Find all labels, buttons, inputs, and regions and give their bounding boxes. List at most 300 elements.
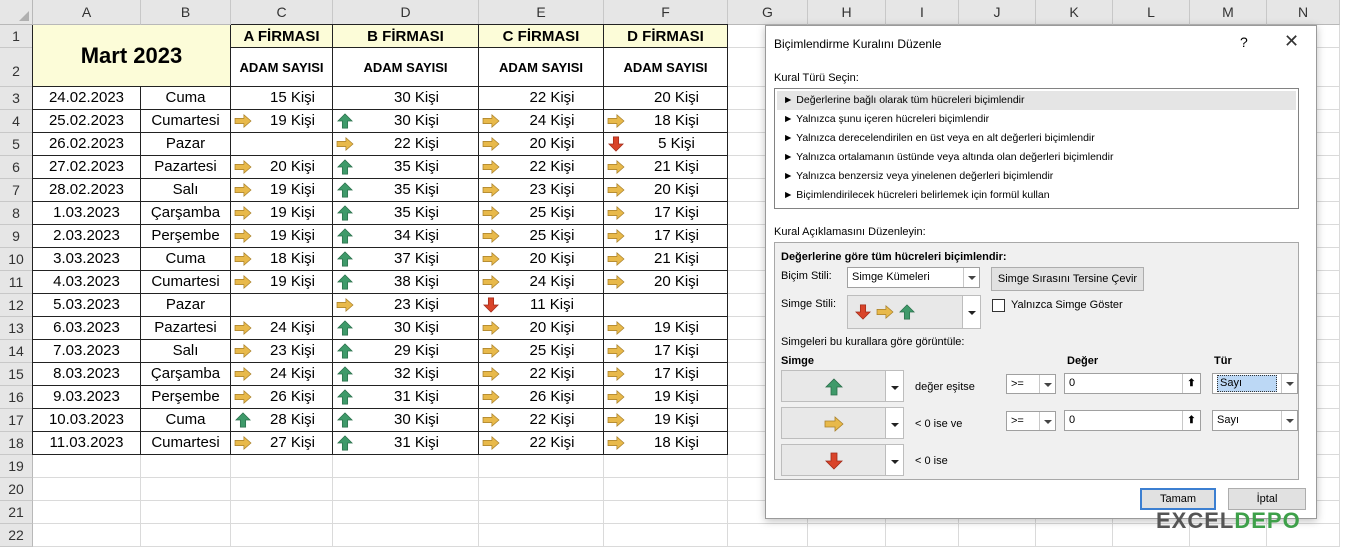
rule-type-item[interactable]: ► Yalnızca şunu içeren hücreleri biçimlendir bbox=[783, 113, 990, 125]
row-header-3[interactable]: 3 bbox=[0, 87, 33, 110]
count-cell[interactable] bbox=[231, 409, 333, 432]
grid-cell[interactable] bbox=[959, 524, 1036, 547]
count-cell[interactable] bbox=[479, 156, 604, 179]
watermark-logo bbox=[1156, 508, 1301, 534]
count-cell[interactable] bbox=[333, 179, 479, 202]
show-icon-only-label: Yalnızca Simge Göster bbox=[1011, 299, 1123, 311]
count-cell[interactable] bbox=[231, 363, 333, 386]
count-cell[interactable] bbox=[333, 294, 479, 317]
chevron-down-icon bbox=[1039, 375, 1055, 393]
chevron-down-icon bbox=[962, 296, 980, 328]
rule-type-item[interactable]: ► Değerlerine bağlı olarak tüm hücreleri biçimlendir bbox=[777, 91, 1296, 110]
count-cell[interactable] bbox=[479, 386, 604, 409]
row-header-11[interactable]: 11 bbox=[0, 271, 33, 294]
count-value: 11 Kişi bbox=[530, 296, 574, 313]
count-cell[interactable] bbox=[333, 340, 479, 363]
count-value: 32 Kişi bbox=[393, 365, 440, 382]
count-cell[interactable] bbox=[604, 225, 728, 248]
row-header-7[interactable]: 7 bbox=[0, 179, 33, 202]
row-header-13[interactable]: 13 bbox=[0, 317, 33, 340]
count-cell[interactable] bbox=[333, 409, 479, 432]
count-value: 24 Kişi bbox=[529, 112, 575, 129]
rule-condition-label: değer eşitse bbox=[915, 381, 975, 393]
arrow-right-icon bbox=[607, 113, 625, 129]
count-value: 24 Kişi bbox=[529, 273, 575, 290]
date-cell[interactable]: 10.03.2023 bbox=[33, 409, 141, 432]
column-header-h[interactable]: H bbox=[808, 0, 886, 25]
arrow-up-icon bbox=[336, 251, 354, 267]
arrow-down-icon bbox=[482, 297, 500, 313]
arrow-right-icon bbox=[234, 366, 252, 382]
count-cell[interactable] bbox=[479, 133, 604, 156]
grid-cell[interactable] bbox=[33, 501, 141, 524]
arrow-right-icon bbox=[607, 205, 625, 221]
value-input[interactable] bbox=[1064, 410, 1201, 431]
count-value: 17 Kişi bbox=[653, 365, 700, 382]
arrow-up-icon bbox=[336, 274, 354, 290]
count-cell[interactable] bbox=[333, 225, 479, 248]
rule-icon-select[interactable] bbox=[781, 370, 904, 402]
arrow-up-icon bbox=[336, 366, 354, 382]
column-header-e[interactable]: E bbox=[479, 0, 604, 25]
adam-sayisi-header[interactable]: ADAM SAYISI bbox=[333, 48, 479, 87]
grid-cell[interactable] bbox=[604, 524, 728, 547]
grid-cell[interactable] bbox=[604, 501, 728, 524]
arrow-right-icon bbox=[234, 159, 252, 175]
arrow-right-icon bbox=[482, 159, 500, 175]
row-header-21[interactable]: 21 bbox=[0, 501, 33, 524]
date-cell[interactable]: 5.03.2023 bbox=[33, 294, 141, 317]
watermark-excel: EXCEL bbox=[1156, 508, 1235, 533]
column-header-k[interactable]: K bbox=[1036, 0, 1113, 25]
count-value: 31 Kişi bbox=[393, 434, 440, 451]
arrow-right-icon bbox=[234, 389, 252, 405]
arrow-up-icon bbox=[336, 205, 354, 221]
grid-cell[interactable] bbox=[231, 501, 333, 524]
date-cell[interactable]: 8.03.2023 bbox=[33, 363, 141, 386]
count-value: 21 Kişi bbox=[653, 158, 700, 175]
grid-cell[interactable] bbox=[141, 455, 231, 478]
rule-type-item[interactable]: ► Yalnızca ortalamanın üstünde veya altında olan değerleri biçimlendir bbox=[783, 151, 1114, 163]
arrow-right-icon bbox=[482, 412, 500, 428]
count-cell[interactable] bbox=[604, 133, 728, 156]
arrow-down-icon bbox=[856, 305, 870, 319]
help-icon[interactable]: ? bbox=[1240, 34, 1248, 50]
row-header-18[interactable]: 18 bbox=[0, 432, 33, 455]
day-cell[interactable]: Salı bbox=[141, 179, 231, 202]
count-cell[interactable] bbox=[333, 432, 479, 455]
count-cell[interactable] bbox=[604, 156, 728, 179]
count-value: 30 Kişi bbox=[393, 319, 440, 336]
count-value: 23 Kişi bbox=[269, 342, 316, 359]
arrow-right-icon bbox=[482, 435, 500, 451]
day-cell[interactable]: Pazar bbox=[141, 133, 231, 156]
arrow-right-icon bbox=[482, 389, 500, 405]
format-style-label: Biçim Stili: bbox=[781, 270, 832, 282]
grid-cell[interactable] bbox=[231, 478, 333, 501]
type-value: Sayı bbox=[1217, 414, 1240, 426]
arrow-up-icon bbox=[824, 378, 844, 396]
count-cell[interactable] bbox=[604, 87, 728, 110]
grid-cell[interactable] bbox=[141, 478, 231, 501]
arrow-up-icon bbox=[336, 412, 354, 428]
row-header-12[interactable]: 12 bbox=[0, 294, 33, 317]
day-cell[interactable]: Çarşamba bbox=[141, 202, 231, 225]
reverse-icon-order-button[interactable]: Simge Sırasını Tersine Çevir bbox=[991, 267, 1144, 291]
row-header-19[interactable]: 19 bbox=[0, 455, 33, 478]
grid-cell[interactable] bbox=[231, 455, 333, 478]
operator-select[interactable] bbox=[1006, 374, 1056, 394]
adam-sayisi-header[interactable]: ADAM SAYISI bbox=[479, 48, 604, 87]
arrow-up-icon bbox=[336, 389, 354, 405]
arrow-down-icon bbox=[824, 452, 844, 470]
date-cell[interactable]: 25.02.2023 bbox=[33, 110, 141, 133]
count-cell[interactable] bbox=[479, 432, 604, 455]
arrow-right-icon bbox=[336, 136, 354, 152]
type-select[interactable] bbox=[1212, 410, 1298, 431]
grid-cell[interactable] bbox=[1036, 524, 1113, 547]
day-cell[interactable]: Cumartesi bbox=[141, 271, 231, 294]
grid-cell[interactable] bbox=[728, 524, 808, 547]
row-header-14[interactable]: 14 bbox=[0, 340, 33, 363]
row-header-20[interactable]: 20 bbox=[0, 478, 33, 501]
count-value: 17 Kişi bbox=[653, 342, 700, 359]
count-cell[interactable] bbox=[333, 133, 479, 156]
arrow-right-icon bbox=[234, 435, 252, 451]
count-cell[interactable] bbox=[479, 110, 604, 133]
count-value: 18 Kişi bbox=[653, 112, 700, 129]
rule-icon-select[interactable] bbox=[781, 444, 904, 476]
count-cell[interactable] bbox=[479, 248, 604, 271]
chevron-down-icon bbox=[963, 268, 979, 287]
count-value: 19 Kişi bbox=[269, 273, 316, 290]
count-value: 22 Kişi bbox=[393, 135, 440, 152]
arrow-right-icon bbox=[607, 343, 625, 359]
grid-cell[interactable] bbox=[231, 524, 333, 547]
count-value: 21 Kişi bbox=[653, 250, 700, 267]
grid-cell[interactable] bbox=[886, 524, 959, 547]
count-cell[interactable] bbox=[333, 87, 479, 110]
count-cell[interactable] bbox=[231, 87, 333, 110]
operator-value: >= bbox=[1011, 415, 1024, 427]
count-cell[interactable] bbox=[231, 202, 333, 225]
day-cell[interactable]: Perşembe bbox=[141, 225, 231, 248]
date-cell[interactable]: 2.03.2023 bbox=[33, 225, 141, 248]
grid-cell[interactable] bbox=[141, 501, 231, 524]
day-cell[interactable]: Pazartesi bbox=[141, 156, 231, 179]
grid-cell[interactable] bbox=[604, 455, 728, 478]
count-value: 27 Kişi bbox=[269, 434, 316, 451]
count-cell[interactable] bbox=[333, 317, 479, 340]
count-value: 17 Kişi bbox=[653, 227, 700, 244]
count-cell[interactable] bbox=[333, 202, 479, 225]
count-cell[interactable] bbox=[479, 202, 604, 225]
chevron-down-icon bbox=[1039, 412, 1055, 430]
row-header-9[interactable]: 9 bbox=[0, 225, 33, 248]
firm-header[interactable]: B FİRMASI bbox=[333, 25, 479, 48]
icon-style-select[interactable] bbox=[847, 295, 981, 329]
row-header-5[interactable]: 5 bbox=[0, 133, 33, 156]
row-header-22[interactable]: 22 bbox=[0, 524, 33, 547]
date-cell[interactable]: 24.02.2023 bbox=[33, 87, 141, 110]
grid-cell[interactable] bbox=[479, 478, 604, 501]
count-value: 37 Kişi bbox=[393, 250, 440, 267]
row-header-1[interactable]: 1 bbox=[0, 25, 33, 48]
rule-icon-select[interactable] bbox=[781, 407, 904, 439]
count-value: 22 Kişi bbox=[529, 434, 575, 451]
day-cell[interactable]: Cumartesi bbox=[141, 110, 231, 133]
date-cell[interactable]: 11.03.2023 bbox=[33, 432, 141, 455]
arrow-up-icon bbox=[336, 182, 354, 198]
count-value: 35 Kişi bbox=[393, 204, 440, 221]
column-header-l[interactable]: L bbox=[1113, 0, 1190, 25]
count-value: 19 Kişi bbox=[653, 388, 700, 405]
title-cell[interactable]: Mart 2023 bbox=[33, 25, 231, 87]
count-value: 35 Kişi bbox=[393, 181, 440, 198]
count-cell[interactable] bbox=[479, 317, 604, 340]
close-icon[interactable]: ✕ bbox=[1284, 31, 1300, 51]
count-cell[interactable] bbox=[604, 409, 728, 432]
grid-cell[interactable] bbox=[808, 524, 886, 547]
rule-description-panel bbox=[774, 242, 1299, 480]
arrow-up-icon bbox=[336, 113, 354, 129]
date-cell[interactable]: 4.03.2023 bbox=[33, 271, 141, 294]
column-header-a[interactable]: A bbox=[33, 0, 141, 25]
row-header-2[interactable]: 2 bbox=[0, 48, 33, 87]
count-cell[interactable] bbox=[333, 156, 479, 179]
column-header-b[interactable]: B bbox=[141, 0, 231, 25]
adam-sayisi-header[interactable]: ADAM SAYISI bbox=[604, 48, 728, 87]
arrow-right-icon bbox=[607, 159, 625, 175]
arrow-right-icon bbox=[607, 389, 625, 405]
count-value: 20 Kişi bbox=[529, 319, 575, 336]
rule-type-item[interactable]: ► Yalnızca derecelendirilen en üst veya en alt değerleri biçimlendir bbox=[783, 132, 1095, 144]
grid-cell[interactable] bbox=[333, 524, 479, 547]
day-cell[interactable]: Cuma bbox=[141, 87, 231, 110]
grid-cell[interactable] bbox=[33, 455, 141, 478]
arrow-right-icon bbox=[607, 182, 625, 198]
day-cell[interactable]: Perşembe bbox=[141, 386, 231, 409]
grid-cell[interactable] bbox=[333, 501, 479, 524]
day-cell[interactable]: Pazartesi bbox=[141, 317, 231, 340]
count-cell[interactable] bbox=[604, 432, 728, 455]
date-cell[interactable]: 7.03.2023 bbox=[33, 340, 141, 363]
firm-header[interactable]: D FİRMASI bbox=[604, 25, 728, 48]
arrow-up-icon bbox=[900, 305, 914, 319]
rule-type-item[interactable]: ► Yalnızca benzersiz veya yinelenen değerleri biçimlendir bbox=[783, 170, 1054, 182]
count-value: 23 Kişi bbox=[393, 296, 440, 313]
row-header-17[interactable]: 17 bbox=[0, 409, 33, 432]
date-cell[interactable]: 26.02.2023 bbox=[33, 133, 141, 156]
rule-condition-label: < 0 ise ve bbox=[915, 418, 963, 430]
column-header-f[interactable]: F bbox=[604, 0, 728, 25]
day-cell[interactable]: Pazar bbox=[141, 294, 231, 317]
arrow-right-icon bbox=[336, 297, 354, 313]
arrow-right-icon bbox=[482, 136, 500, 152]
grid-cell[interactable] bbox=[479, 501, 604, 524]
select-all-corner[interactable] bbox=[0, 0, 33, 25]
count-cell[interactable] bbox=[479, 87, 604, 110]
firm-header[interactable]: A FİRMASI bbox=[231, 25, 333, 48]
value-text: 0 bbox=[1069, 414, 1076, 426]
count-value: 19 Kişi bbox=[653, 319, 700, 336]
count-cell[interactable] bbox=[479, 271, 604, 294]
day-cell[interactable]: Çarşamba bbox=[141, 363, 231, 386]
row-header-8[interactable]: 8 bbox=[0, 202, 33, 225]
operator-select[interactable] bbox=[1006, 411, 1056, 431]
count-cell[interactable] bbox=[231, 133, 333, 156]
count-value: 22 Kişi bbox=[529, 89, 575, 106]
range-picker-icon[interactable]: ⬆ bbox=[1182, 411, 1200, 430]
row-header-10[interactable]: 10 bbox=[0, 248, 33, 271]
column-header-d[interactable]: D bbox=[333, 0, 479, 25]
row-header-6[interactable]: 6 bbox=[0, 156, 33, 179]
count-value: 25 Kişi bbox=[529, 204, 575, 221]
column-header-j[interactable]: J bbox=[959, 0, 1036, 25]
count-cell[interactable] bbox=[479, 225, 604, 248]
day-cell[interactable]: Salı bbox=[141, 340, 231, 363]
count-value: 24 Kişi bbox=[269, 319, 316, 336]
grid-cell[interactable] bbox=[479, 455, 604, 478]
count-cell[interactable] bbox=[604, 340, 728, 363]
count-value: 28 Kişi bbox=[269, 411, 316, 428]
count-cell[interactable] bbox=[333, 363, 479, 386]
date-cell[interactable]: 3.03.2023 bbox=[33, 248, 141, 271]
type-select[interactable] bbox=[1212, 373, 1298, 394]
count-value: 17 Kişi bbox=[653, 204, 700, 221]
count-value: 20 Kişi bbox=[269, 158, 316, 175]
count-value: 22 Kişi bbox=[529, 158, 575, 175]
format-style-select[interactable] bbox=[847, 267, 980, 288]
arrow-right-icon bbox=[234, 228, 252, 244]
count-cell[interactable] bbox=[231, 271, 333, 294]
count-cell[interactable] bbox=[333, 110, 479, 133]
count-cell[interactable] bbox=[604, 110, 728, 133]
date-cell[interactable]: 28.02.2023 bbox=[33, 179, 141, 202]
column-header-n[interactable]: N bbox=[1267, 0, 1340, 25]
value-input[interactable] bbox=[1064, 373, 1201, 394]
firm-header[interactable]: C FİRMASI bbox=[479, 25, 604, 48]
count-cell[interactable] bbox=[231, 248, 333, 271]
arrow-right-icon bbox=[482, 343, 500, 359]
arrow-right-icon bbox=[482, 113, 500, 129]
value-text: 0 bbox=[1069, 377, 1076, 389]
column-header-m[interactable]: M bbox=[1190, 0, 1267, 25]
date-cell[interactable]: 6.03.2023 bbox=[33, 317, 141, 340]
count-value: 26 Kişi bbox=[269, 388, 316, 405]
count-cell[interactable] bbox=[333, 248, 479, 271]
count-cell[interactable] bbox=[604, 179, 728, 202]
ok-button[interactable]: Tamam bbox=[1140, 488, 1216, 510]
row-header-16[interactable]: 16 bbox=[0, 386, 33, 409]
grid-cell[interactable] bbox=[33, 478, 141, 501]
count-cell[interactable] bbox=[604, 317, 728, 340]
count-cell[interactable] bbox=[479, 294, 604, 317]
cancel-button[interactable]: İptal bbox=[1228, 488, 1306, 510]
arrow-right-icon bbox=[482, 274, 500, 290]
row-header-4[interactable]: 4 bbox=[0, 110, 33, 133]
arrow-right-icon bbox=[234, 274, 252, 290]
count-cell[interactable] bbox=[231, 432, 333, 455]
count-value: 20 Kişi bbox=[529, 135, 575, 152]
count-cell[interactable] bbox=[479, 363, 604, 386]
arrow-up-icon bbox=[336, 228, 354, 244]
arrow-right-icon bbox=[482, 228, 500, 244]
column-header-c[interactable]: C bbox=[231, 0, 333, 25]
count-cell[interactable] bbox=[231, 179, 333, 202]
count-cell[interactable] bbox=[604, 294, 728, 317]
count-cell[interactable] bbox=[231, 340, 333, 363]
grid-cell[interactable] bbox=[604, 478, 728, 501]
edit-rule-label: Kural Açıklamasını Düzenleyin: bbox=[774, 226, 926, 238]
count-cell[interactable] bbox=[604, 271, 728, 294]
arrow-right-icon bbox=[482, 320, 500, 336]
day-cell[interactable]: Cumartesi bbox=[141, 432, 231, 455]
operator-value: >= bbox=[1011, 378, 1024, 390]
count-cell[interactable] bbox=[604, 248, 728, 271]
rule-type-list[interactable] bbox=[774, 88, 1299, 209]
grid-cell[interactable] bbox=[333, 478, 479, 501]
arrow-right-icon bbox=[607, 320, 625, 336]
edit-formatting-rule-dialog bbox=[765, 25, 1317, 519]
show-icon-only-checkbox[interactable] bbox=[992, 299, 1005, 312]
count-value: 25 Kişi bbox=[529, 227, 575, 244]
row-header-15[interactable]: 15 bbox=[0, 363, 33, 386]
count-value: 26 Kişi bbox=[529, 388, 575, 405]
arrow-right-icon bbox=[234, 343, 252, 359]
count-cell[interactable] bbox=[231, 110, 333, 133]
day-cell[interactable]: Cuma bbox=[141, 409, 231, 432]
adam-sayisi-header[interactable]: ADAM SAYISI bbox=[231, 48, 333, 87]
date-cell[interactable]: 27.02.2023 bbox=[33, 156, 141, 179]
date-cell[interactable]: 1.03.2023 bbox=[33, 202, 141, 225]
count-value: 19 Kişi bbox=[269, 181, 316, 198]
count-cell[interactable] bbox=[231, 156, 333, 179]
column-header-g[interactable]: G bbox=[728, 0, 808, 25]
count-cell[interactable] bbox=[604, 386, 728, 409]
count-cell[interactable] bbox=[479, 179, 604, 202]
count-value: 19 Kişi bbox=[269, 204, 316, 221]
count-value: 19 Kişi bbox=[269, 112, 316, 129]
count-cell[interactable] bbox=[231, 317, 333, 340]
count-cell[interactable] bbox=[333, 271, 479, 294]
count-cell[interactable] bbox=[231, 225, 333, 248]
count-cell[interactable] bbox=[479, 340, 604, 363]
type-column-header: Tür bbox=[1214, 355, 1232, 367]
grid-cell[interactable] bbox=[141, 524, 231, 547]
format-style-value: Simge Kümeleri bbox=[852, 271, 930, 283]
range-picker-icon[interactable]: ⬆ bbox=[1182, 374, 1200, 393]
count-cell[interactable] bbox=[333, 386, 479, 409]
rules-intro-label: Simgeleri bu kurallara göre görüntüle: bbox=[781, 336, 965, 348]
count-cell[interactable] bbox=[479, 409, 604, 432]
grid-cell[interactable] bbox=[33, 524, 141, 547]
count-cell[interactable] bbox=[231, 386, 333, 409]
count-value: 5 Kişi bbox=[658, 135, 695, 152]
count-cell[interactable] bbox=[604, 202, 728, 225]
count-cell[interactable] bbox=[231, 294, 333, 317]
count-value: 20 Kişi bbox=[653, 273, 700, 290]
column-header-i[interactable]: I bbox=[886, 0, 959, 25]
date-cell[interactable]: 9.03.2023 bbox=[33, 386, 141, 409]
grid-cell[interactable] bbox=[333, 455, 479, 478]
count-value: 25 Kişi bbox=[529, 342, 575, 359]
count-value: 19 Kişi bbox=[653, 411, 700, 428]
rule-type-item[interactable]: ► Biçimlendirilecek hücreleri belirlemek için formül kullan bbox=[783, 189, 1050, 201]
grid-cell[interactable] bbox=[479, 524, 604, 547]
day-cell[interactable]: Cuma bbox=[141, 248, 231, 271]
count-cell[interactable] bbox=[604, 363, 728, 386]
